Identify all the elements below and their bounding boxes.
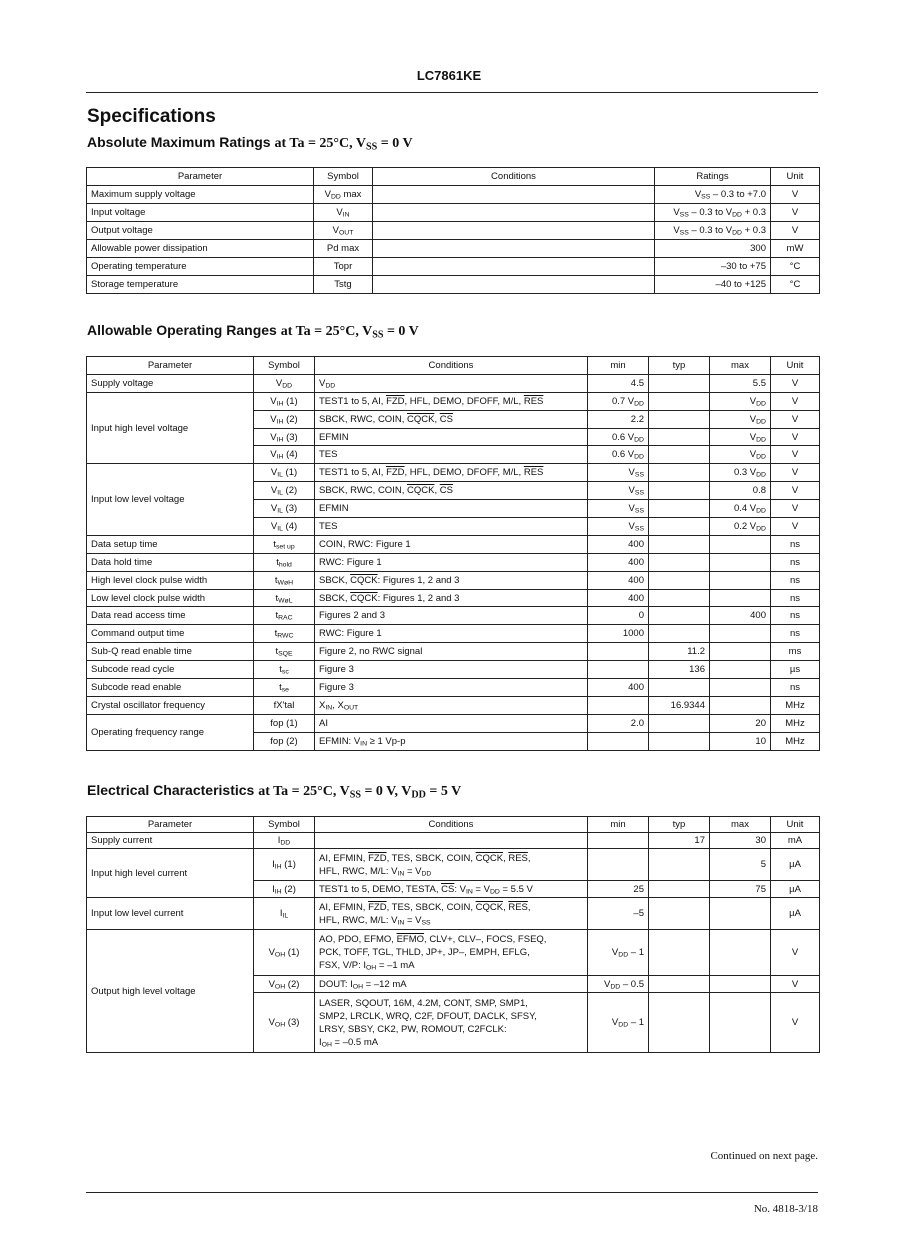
conditions-cell: AO, PDO, EFMO, EFMO, CLV+, CLV–, FOCS, FSEQ, PCK, TOFF, TGL, THLD, JP+, JP–, EMPH, EFLG, FSX, V/P: $I_{OH} = -1$ mA [315,930,588,976]
conditions-cell: EFMIN: $V_{IN} \ge 1$ Vp-p [315,732,588,750]
conditions-cell: $V_{DD}$ [315,374,588,392]
column-header: min [588,817,649,833]
abs-max-title: Absolute Maximum Ratings [87,134,271,150]
ratings-cell: –40 to +125 [655,276,771,294]
unit-cell: MHz [771,696,820,714]
symbol-cell: Pd max [314,240,373,258]
unit-cell: µs [771,661,820,679]
unit-cell: ns [771,607,820,625]
table-row [87,392,820,410]
max-cell [710,993,771,1053]
unit-cell: ns [771,535,820,553]
min-cell [588,833,649,849]
min-cell: $V_{DD} - 0.5$ [588,976,649,993]
max-cell: 30 [710,833,771,849]
symbol-cell: fop (1) [254,714,315,732]
parameter-cell: Subcode read enable [87,679,254,697]
symbol-cell: $V_{OH}$ (1) [254,930,315,976]
typ-cell [649,849,710,881]
max-cell: 10 [710,732,771,750]
min-cell: 2.0 [588,714,649,732]
min-cell: $V_{SS}$ [588,464,649,482]
max-cell [710,535,771,553]
symbol-cell: $I_{DD}$ [254,833,315,849]
table-row [87,535,820,553]
typ-cell [649,679,710,697]
min-cell: 2.2 [588,410,649,428]
symbol-cell: $V_{OH}$ (2) [254,976,315,993]
unit-cell: V [771,392,820,410]
typ-cell [649,482,710,500]
max-cell [710,930,771,976]
elec-heading [87,782,461,800]
symbol-cell: $V_{OUT}$ [314,222,373,240]
symbol-cell: $V_{IH}$ (3) [254,428,315,446]
conditions-cell: SBCK, CQCK: Figures 1, 2 and 3 [315,571,588,589]
max-cell [710,571,771,589]
elec-conditions: at Ta = 25°C, $V_{SS} = 0$ V, $V_{DD} = 5$ V [258,784,462,801]
max-cell: $V_{DD}$ [710,410,771,428]
elec-body [87,833,820,1053]
conditions-cell [373,186,655,204]
ratings-cell: –30 to +75 [655,258,771,276]
unit-cell: ns [771,625,820,643]
unit-cell: ns [771,589,820,607]
conditions-cell: EFMIN [315,428,588,446]
column-header: Symbol [254,357,315,375]
symbol-cell: $t_{SQE}$ [254,643,315,661]
max-cell [710,661,771,679]
symbol-cell: $V_{IN}$ [314,204,373,222]
column-header: typ [649,357,710,375]
conditions-cell: TEST1 to 5, DEMO, TESTA, $\overline{CS}$: $V_{IN} = V_{DD} = 5.5$ V [315,881,588,898]
conditions-cell: LASER, SQOUT, 16M, 4.2M, CONT, SMP, SMP1, SMP2, LRCLK, WRQ, C2F, DFOUT, DACLK, SFSY, LRSY, SBSY, CK2, PW, ROMOUT, C2FCLK: $I_{OH} = -0.5$ mA [315,993,588,1053]
max-cell [710,898,771,930]
unit-cell: ms [771,643,820,661]
max-cell: 75 [710,881,771,898]
parameter-cell: Sub-Q read enable time [87,643,254,661]
unit-cell: V [771,374,820,392]
typ-cell: 136 [649,661,710,679]
op-ranges-conditions: at Ta = 25°C, $V_{SS} = 0$ V [280,324,419,341]
table-row [87,696,820,714]
conditions-cell: AI, EFMIN, $\overline{FZD}$, TES, SBCK, COIN, CQCK, $\overline{RES}$, HFL, RWC, M/L: $V_{IN} = V_{DD}$ [315,849,588,881]
max-cell: 0.2 $V_{DD}$ [710,518,771,536]
conditions-cell [373,258,655,276]
table-row [87,833,820,849]
ratings-cell: $V_{SS} - 0.3$ to $V_{DD} + 0.3$ [655,222,771,240]
table-row [87,374,820,392]
conditions-cell: EFMIN [315,500,588,518]
symbol-cell: $t_{RWC}$ [254,625,315,643]
min-cell: $V_{SS}$ [588,518,649,536]
typ-cell [649,993,710,1053]
symbol-cell: $V_{IH}$ (2) [254,410,315,428]
table-row [87,240,820,258]
max-cell [710,643,771,661]
max-cell [710,696,771,714]
conditions-cell: RWC: Figure 1 [315,553,588,571]
column-header: max [710,817,771,833]
unit-cell: °C [771,258,820,276]
table-row [87,553,820,571]
min-cell: 400 [588,679,649,697]
parameter-cell: Subcode read cycle [87,661,254,679]
conditions-cell: AI, EFMIN, $\overline{FZD}$, TES, SBCK, COIN, CQCK, $\overline{RES}$, HFL, RWC, M/L: $V_{IN} = V_{SS}$ [315,898,588,930]
typ-cell [649,428,710,446]
ratings-cell: 300 [655,240,771,258]
part-number: LC7861KE [416,68,482,83]
parameter-cell: Input low level voltage [87,464,254,536]
typ-cell [649,410,710,428]
unit-cell: V [771,518,820,536]
abs-max-body [87,186,820,294]
typ-cell [649,714,710,732]
symbol-cell: $I_{IH}$ (2) [254,881,315,898]
min-cell: 0.7 $V_{DD}$ [588,392,649,410]
conditions-cell: Figure 3 [315,679,588,697]
column-header: Unit [771,168,820,186]
unit-cell: V [771,930,820,976]
parameter-cell: Allowable power dissipation [87,240,314,258]
min-cell: $V_{DD} - 1$ [588,993,649,1053]
symbol-cell: Topr [314,258,373,276]
unit-cell: V [771,204,820,222]
symbol-cell: $t_{WøH}$ [254,571,315,589]
min-cell: 4.5 [588,374,649,392]
symbol-cell: $V_{OH}$ (3) [254,993,315,1053]
unit-cell: µA [771,849,820,881]
column-header: Unit [771,357,820,375]
min-cell: 25 [588,881,649,898]
abs-max-table [86,167,820,294]
column-header: typ [649,817,710,833]
conditions-cell [373,204,655,222]
unit-cell: V [771,446,820,464]
parameter-cell: Operating temperature [87,258,314,276]
symbol-cell: $V_{IL}$ (4) [254,518,315,536]
elec-header-row [87,817,820,833]
typ-cell [649,625,710,643]
max-cell [710,553,771,571]
typ-cell [649,535,710,553]
conditions-cell: Figures 2 and 3 [315,607,588,625]
conditions-cell: AI [315,714,588,732]
unit-cell: µA [771,881,820,898]
conditions-cell: $X_{IN}$, $X_{OUT}$ [315,696,588,714]
conditions-cell: Figure 2, no RWC signal [315,643,588,661]
min-cell [588,661,649,679]
min-cell [588,849,649,881]
unit-cell: V [771,222,820,240]
ratings-cell: $V_{SS} - 0.3$ to +7.0 [655,186,771,204]
symbol-cell: $t_{WøL}$ [254,589,315,607]
typ-cell [649,589,710,607]
max-cell [710,625,771,643]
parameter-cell: Low level clock pulse width [87,589,254,607]
parameter-cell: Supply current [87,833,254,849]
symbol-cell: $V_{DD}$ [254,374,315,392]
typ-cell [649,392,710,410]
conditions-cell [373,276,655,294]
column-header: Parameter [87,817,254,833]
parameter-cell: Input high level voltage [87,392,254,464]
table-row [87,222,820,240]
symbol-cell: $I_{IL}$ [254,898,315,930]
typ-cell [649,976,710,993]
typ-cell [649,607,710,625]
min-cell: 1000 [588,625,649,643]
parameter-cell: Input high level current [87,849,254,898]
unit-cell: °C [771,276,820,294]
symbol-cell: $V_{IH}$ (1) [254,392,315,410]
table-row [87,898,820,930]
parameter-cell: Data setup time [87,535,254,553]
ratings-cell: $V_{SS} - 0.3$ to $V_{DD} + 0.3$ [655,204,771,222]
unit-cell: MHz [771,732,820,750]
parameter-cell: Operating frequency range [87,714,254,750]
unit-cell: V [771,428,820,446]
unit-cell: V [771,410,820,428]
parameter-cell: Output voltage [87,222,314,240]
min-cell [588,643,649,661]
typ-cell [649,930,710,976]
table-row [87,625,820,643]
max-cell: $V_{DD}$ [710,428,771,446]
conditions-cell: TEST1 to 5, AI, $\overline{FZD}$, HFL, DEMO, DFOFF, M/L, $\overline{RES}$ [315,392,588,410]
header-rule [86,92,818,93]
column-header: Conditions [373,168,655,186]
min-cell: $V_{DD} - 1$ [588,930,649,976]
unit-cell: V [771,464,820,482]
op-ranges-header-row [87,357,820,375]
typ-cell: 17 [649,833,710,849]
column-header: Parameter [87,168,314,186]
table-row [87,643,820,661]
conditions-cell: SBCK, RWC, COIN, CQCK, $\overline{CS}$ [315,482,588,500]
symbol-cell: $V_{IL}$ (1) [254,464,315,482]
unit-cell: mW [771,240,820,258]
min-cell [588,696,649,714]
conditions-cell: RWC: Figure 1 [315,625,588,643]
parameter-cell: Data read access time [87,607,254,625]
table-row [87,589,820,607]
min-cell: 400 [588,553,649,571]
min-cell: 400 [588,535,649,553]
op-ranges-table [86,356,820,751]
unit-cell: ns [771,679,820,697]
unit-cell: µA [771,898,820,930]
document-number: No. 4818-3/18 [753,1203,818,1215]
conditions-cell: DOUT: $I_{OH} = -12$ mA [315,976,588,993]
max-cell: $V_{DD}$ [710,446,771,464]
symbol-cell: $V_{DD}$ max [314,186,373,204]
op-ranges-heading [87,322,419,340]
unit-cell: mA [771,833,820,849]
parameter-cell: Command output time [87,625,254,643]
parameter-cell: High level clock pulse width [87,571,254,589]
table-row [87,186,820,204]
max-cell [710,589,771,607]
table-row [87,607,820,625]
column-header: Ratings [655,168,771,186]
max-cell [710,976,771,993]
typ-cell [649,446,710,464]
table-row [87,258,820,276]
column-header: max [710,357,771,375]
table-row [87,679,820,697]
symbol-cell: $t_{se}$ [254,679,315,697]
elec-table [86,816,820,1053]
parameter-cell: Input voltage [87,204,314,222]
page-title: Specifications [87,106,216,127]
typ-cell: 11.2 [649,643,710,661]
symbol-cell: $t_{hold}$ [254,553,315,571]
column-header: min [588,357,649,375]
parameter-cell: Storage temperature [87,276,314,294]
table-row [87,571,820,589]
min-cell: 0.6 $V_{DD}$ [588,446,649,464]
conditions-cell: Figure 3 [315,661,588,679]
max-cell: 0.3 $V_{DD}$ [710,464,771,482]
symbol-cell: fX'tal [254,696,315,714]
column-header: Conditions [315,817,588,833]
op-ranges-title: Allowable Operating Ranges [87,322,277,338]
column-header: Unit [771,817,820,833]
column-header: Symbol [314,168,373,186]
max-cell: 5.5 [710,374,771,392]
max-cell: 5 [710,849,771,881]
min-cell [588,732,649,750]
abs-max-heading [87,134,413,152]
min-cell: 0 [588,607,649,625]
unit-cell: V [771,976,820,993]
typ-cell: 16.9344 [649,696,710,714]
max-cell: $V_{DD}$ [710,392,771,410]
conditions-cell: SBCK, CQCK: Figures 1, 2 and 3 [315,589,588,607]
typ-cell [649,500,710,518]
min-cell: 400 [588,589,649,607]
typ-cell [649,518,710,536]
table-row [87,930,820,976]
parameter-cell: Input low level current [87,898,254,930]
typ-cell [649,732,710,750]
max-cell: 0.4 $V_{DD}$ [710,500,771,518]
conditions-cell: TES [315,446,588,464]
typ-cell [649,553,710,571]
unit-cell: V [771,482,820,500]
symbol-cell: $t_{RAC}$ [254,607,315,625]
typ-cell [649,898,710,930]
footer-rule [86,1192,818,1193]
parameter-cell: Crystal oscillator frequency [87,696,254,714]
typ-cell [649,464,710,482]
symbol-cell: $I_{IH}$ (1) [254,849,315,881]
min-cell: 0.6 $V_{DD}$ [588,428,649,446]
max-cell: 0.8 [710,482,771,500]
table-row [87,204,820,222]
symbol-cell: $V_{IL}$ (2) [254,482,315,500]
column-header: Symbol [254,817,315,833]
typ-cell [649,374,710,392]
table-row [87,661,820,679]
symbol-cell: $V_{IL}$ (3) [254,500,315,518]
unit-cell: MHz [771,714,820,732]
op-ranges-body [87,374,820,750]
min-cell: $V_{SS}$ [588,482,649,500]
unit-cell: ns [771,571,820,589]
table-row [87,276,820,294]
unit-cell: V [771,186,820,204]
abs-max-header-row [87,168,820,186]
conditions-cell: TES [315,518,588,536]
unit-cell: V [771,500,820,518]
unit-cell: ns [771,553,820,571]
unit-cell: V [771,993,820,1053]
elec-title: Electrical Characteristics [87,782,255,798]
column-header: Conditions [315,357,588,375]
symbol-cell: $V_{IH}$ (4) [254,446,315,464]
conditions-cell: TEST1 to 5, AI, $\overline{FZD}$, HFL, DEMO, DFOFF, M/L, $\overline{RES}$ [315,464,588,482]
table-row [87,714,820,732]
max-cell: 20 [710,714,771,732]
symbol-cell: $t_{sc}$ [254,661,315,679]
conditions-cell: SBCK, RWC, COIN, CQCK, $\overline{CS}$ [315,410,588,428]
typ-cell [649,571,710,589]
symbol-cell: fop (2) [254,732,315,750]
conditions-cell [315,833,588,849]
min-cell: $V_{SS}$ [588,500,649,518]
parameter-cell: Data hold time [87,553,254,571]
parameter-cell: Output high level voltage [87,930,254,1053]
table-row [87,464,820,482]
symbol-cell: $t_{set up}$ [254,535,315,553]
max-cell: 400 [710,607,771,625]
max-cell [710,679,771,697]
table-row [87,849,820,881]
typ-cell [649,881,710,898]
min-cell: 400 [588,571,649,589]
conditions-cell: COIN, RWC: Figure 1 [315,535,588,553]
min-cell: –5 [588,898,649,930]
parameter-cell: Supply voltage [87,374,254,392]
conditions-cell [373,222,655,240]
symbol-cell: Tstg [314,276,373,294]
conditions-cell [373,240,655,258]
column-header: Parameter [87,357,254,375]
abs-max-conditions: at Ta = 25°C, $V_{SS} = 0$ V [274,136,413,153]
continued-note: Continued on next page. [710,1150,818,1162]
parameter-cell: Maximum supply voltage [87,186,314,204]
